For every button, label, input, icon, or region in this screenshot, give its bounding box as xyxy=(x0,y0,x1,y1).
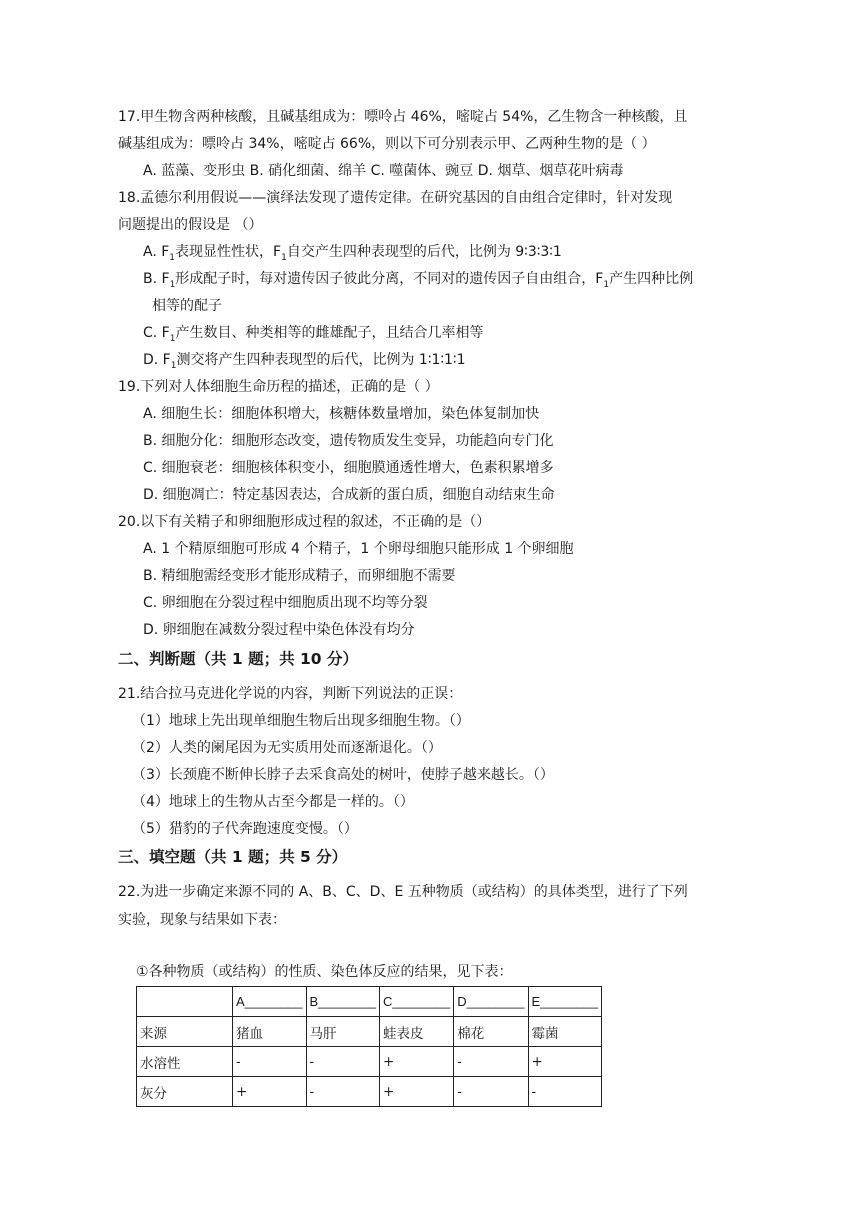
table-cell: + xyxy=(528,1047,602,1077)
q22-table-caption: ①各种物质（或结构）的性质、染色体反应的结果，见下表： xyxy=(136,964,513,980)
q18-option-d: D. $F_1$测交将产生四种表现型的后代，比例为 1∶1∶1∶1 xyxy=(143,352,466,371)
section-heading-judgement: 二、判断题（共 1 题；共 10 分） xyxy=(118,650,358,668)
table-cell: + xyxy=(233,1077,307,1107)
table-header-cell: C________ xyxy=(380,987,454,1017)
table-header-row xyxy=(137,987,602,1017)
q21-item: （1）地球上先出现单细胞生物后出现多细胞生物。（） xyxy=(132,713,470,729)
q19-option-a: A. 细胞生长：细胞体积增大，核糖体数量增加，染色体复制加快 xyxy=(143,406,540,422)
table-cell: - xyxy=(306,1077,380,1107)
q18-option-b-line2: 相等的配子 xyxy=(152,298,222,314)
q20-stem: 20.以下有关精子和卵细胞形成过程的叙述，不正确的是（） xyxy=(118,514,491,530)
table-cell: - xyxy=(454,1047,528,1077)
table-cell: + xyxy=(380,1077,454,1107)
table-row xyxy=(137,1047,602,1077)
q20-option-c: C. 卵细胞在分裂过程中细胞质出现不均等分裂 xyxy=(143,595,428,611)
q19-option-b: B. 细胞分化：细胞形态改变，遗传物质发生变异，功能趋向专门化 xyxy=(143,433,554,449)
table-row xyxy=(137,1017,602,1047)
table-header-cell: D________ xyxy=(454,987,528,1017)
q17-stem-line2: 碱基组成为：嘌呤占 34%，嘧啶占 66%，则以下可分别表示甲、乙两种生物的是（ ） xyxy=(118,136,656,152)
table-cell: - xyxy=(454,1077,528,1107)
q19-option-d: D. 细胞凋亡：特定基因表达，合成新的蛋白质，细胞自动结束生命 xyxy=(143,487,555,503)
q21-item: （4）地球上的生物从古至今都是一样的。（） xyxy=(132,794,414,810)
table-header-cell: B________ xyxy=(306,987,380,1017)
q21-item: （5）猎豹的子代奔跑速度变慢。（） xyxy=(132,821,358,837)
table-header-cell xyxy=(137,987,233,1017)
results-table xyxy=(136,986,602,1107)
q21-item: （3）长颈鹿不断伸长脖子去采食高处的树叶，使脖子越来越长。（） xyxy=(132,767,554,783)
section-heading-fill-in: 三、填空题（共 1 题；共 5 分） xyxy=(118,848,348,866)
q18-option-a: A. $F_1$表现显性性状，$F_1$自交产生四种表现型的后代，比例为 9∶3∶3∶1 xyxy=(143,244,562,263)
table-cell: 水溶性 xyxy=(137,1047,233,1077)
q18-stem-line1: 18.孟德尔利用假说——演绎法发现了遗传定律。在研究基因的自由组合定律时，针对发现 xyxy=(118,190,673,206)
table-cell: - xyxy=(233,1047,307,1077)
q22-stem-line1: 22.为进一步确定来源不同的 A、B、C、D、E 五种物质（或结构）的具体类型，进行了下列 xyxy=(118,884,688,900)
q21-item: （2）人类的阑尾因为无实质用处而逐渐退化。（） xyxy=(132,740,442,756)
q18-option-b: B. $F_1$形成配子时，每对遗传因子彼此分离，不同对的遗传因子自由组合，$F_1$产生四种比例 xyxy=(143,271,694,290)
q20-option-b: B. 精细胞需经变形才能形成精子，而卵细胞不需要 xyxy=(143,568,456,584)
table-cell: 猪血 xyxy=(233,1017,307,1047)
table-header-cell: E________ xyxy=(528,987,602,1017)
table-cell: 马肝 xyxy=(306,1017,380,1047)
table-header-cell: A________ xyxy=(233,987,307,1017)
q21-stem: 21.结合拉马克进化学说的内容，判断下列说法的正误： xyxy=(118,686,463,702)
q22-stem-line2: 实验，现象与结果如下表： xyxy=(118,912,286,928)
q18-stem-line2: 问题提出的假设是 （） xyxy=(118,217,263,233)
q19-stem: 19.下列对人体细胞生命历程的描述，正确的是（ ） xyxy=(118,379,439,395)
table-cell: 灰分 xyxy=(137,1077,233,1107)
q20-option-d: D. 卵细胞在减数分裂过程中染色体没有均分 xyxy=(143,622,415,638)
table-cell: + xyxy=(380,1047,454,1077)
table-row xyxy=(137,1077,602,1107)
table-cell: 来源 xyxy=(137,1017,233,1047)
q20-option-a: A. 1 个精原细胞可形成 4 个精子，1 个卵母细胞只能形成 1 个卵细胞 xyxy=(143,541,574,557)
table-cell: - xyxy=(528,1077,602,1107)
table-cell: 棉花 xyxy=(454,1017,528,1047)
q19-option-c: C. 细胞衰老：细胞核体积变小，细胞膜通透性增大，色素积累增多 xyxy=(143,460,554,476)
q17-options: A. 蓝藻、变形虫 B. 硝化细菌、绵羊 C. 噬菌体、豌豆 D. 烟草、烟草花叶病毒 xyxy=(143,163,624,179)
table-cell: 霉菌 xyxy=(528,1017,602,1047)
table-cell: 蛙表皮 xyxy=(380,1017,454,1047)
table-cell: - xyxy=(306,1047,380,1077)
q18-option-c: C. $F_1$产生数目、种类相等的雌雄配子，且结合几率相等 xyxy=(143,325,484,344)
q17-stem-line1: 17.甲生物含两种核酸，且碱基组成为：嘌呤占 46%，嘧啶占 54%，乙生物含一种核酸，且 xyxy=(118,109,688,125)
